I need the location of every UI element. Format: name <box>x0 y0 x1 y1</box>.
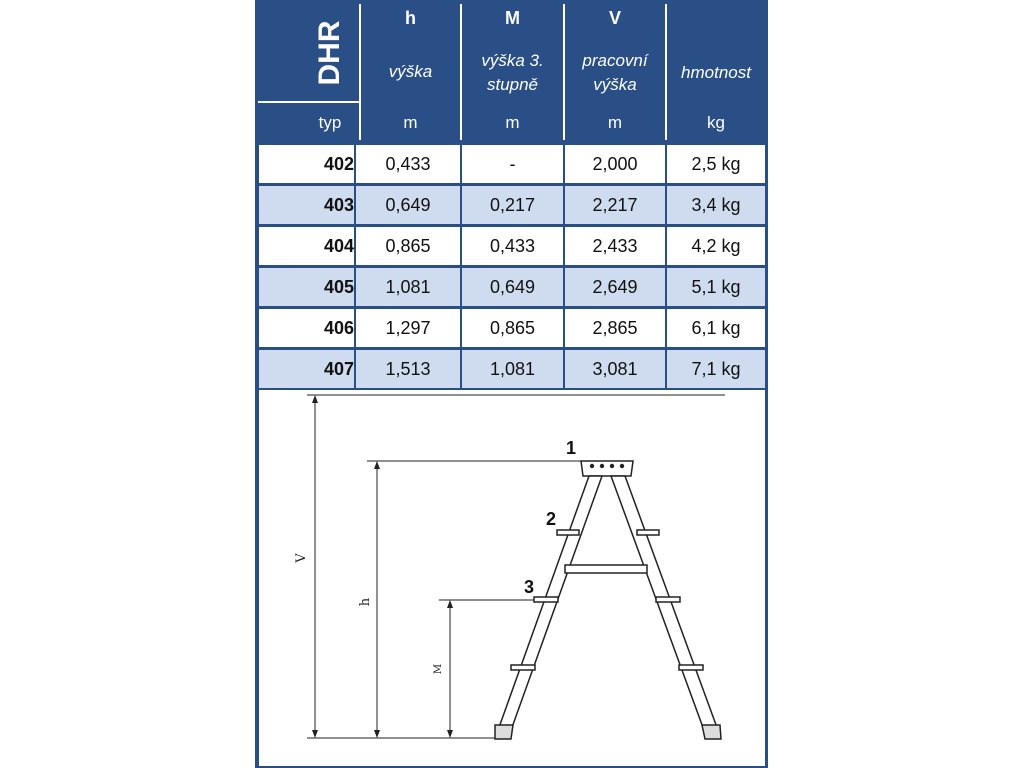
arrow-up <box>447 600 453 608</box>
ladder-step <box>534 597 558 602</box>
cell-typ: 403 <box>323 195 354 215</box>
cell-weight: 4,2 kg <box>691 236 741 256</box>
arrow-down <box>374 730 380 738</box>
ladder-step <box>511 665 535 670</box>
label-M-line1: výška 3. <box>481 51 544 70</box>
cell-V: 3,081 <box>592 359 638 379</box>
table-row <box>259 309 765 347</box>
cell-V: 2,433 <box>592 236 638 256</box>
arrow-up <box>374 461 380 469</box>
cell-weight: 5,1 kg <box>691 277 741 297</box>
ladder-foot <box>702 725 721 739</box>
unit-M: m <box>505 113 520 132</box>
cell-V: 2,217 <box>592 195 638 215</box>
ladder-drawing <box>259 390 765 766</box>
unit-h: m <box>403 113 418 132</box>
unit-typ: typ <box>318 113 342 132</box>
cell-typ: 402 <box>323 154 354 174</box>
ladder-step <box>557 530 579 535</box>
cell-typ: 406 <box>323 318 354 338</box>
cell-h: 0,649 <box>385 195 431 215</box>
ladder-step <box>637 530 659 535</box>
cell-typ: 404 <box>323 236 354 256</box>
cell-weight: 3,4 kg <box>691 195 741 215</box>
cell-h: 0,865 <box>385 236 431 256</box>
callout-3: 3 <box>524 577 535 597</box>
symbol-V: V <box>608 8 621 28</box>
cell-M: 1,081 <box>489 359 536 379</box>
cell-typ: 405 <box>323 277 354 297</box>
header-V <box>565 0 665 140</box>
cell-M: - <box>509 154 516 174</box>
table-row <box>259 186 765 224</box>
ladder-right-leg <box>611 476 719 733</box>
cell-h: 1,513 <box>385 359 431 379</box>
header-h <box>361 0 460 140</box>
header-M <box>462 0 563 140</box>
cell-V: 2,000 <box>592 154 638 174</box>
symbol-M: M <box>505 8 520 28</box>
table-title: DHR <box>313 20 346 86</box>
cell-M: 0,865 <box>489 318 536 338</box>
cell-M: 0,433 <box>489 236 536 256</box>
cell-weight: 2,5 kg <box>691 154 741 174</box>
arrow-down <box>447 730 453 738</box>
label-h: výška <box>388 62 433 81</box>
unit-V: m <box>607 113 623 132</box>
header-typ <box>300 0 360 140</box>
table-row <box>259 268 765 306</box>
ladder-foot <box>495 725 513 739</box>
label-M-line2: stupně <box>486 75 539 94</box>
table-row <box>259 145 765 183</box>
cell-V: 2,649 <box>592 277 638 297</box>
header-weight <box>667 0 765 140</box>
dim-label-h: h <box>358 597 373 607</box>
cell-M: 0,649 <box>489 277 536 297</box>
label-V-line2: výška <box>593 75 637 94</box>
unit-weight: kg <box>707 113 725 132</box>
cell-h: 1,081 <box>385 277 431 297</box>
symbol-h: h <box>405 8 416 28</box>
label-weight: hmotnost <box>681 63 751 82</box>
cell-V: 2,865 <box>592 318 638 338</box>
ladder-diagram <box>259 390 765 766</box>
ladder-cross-bar <box>565 565 647 573</box>
dim-label-M: M <box>433 663 444 675</box>
cell-h: 0,433 <box>385 154 431 174</box>
table-row <box>259 350 765 388</box>
arrow-down <box>312 730 318 738</box>
cell-M: 0,217 <box>489 195 536 215</box>
callout-2: 2 <box>546 509 557 529</box>
table-row <box>259 227 765 265</box>
ladder-step <box>679 665 703 670</box>
callout-1: 1 <box>566 438 577 458</box>
cell-weight: 6,1 kg <box>691 318 741 338</box>
ladder-top-cap <box>581 461 633 476</box>
label-V-line1: pracovní <box>582 51 648 70</box>
arrow-up <box>312 395 318 403</box>
dim-label-V: V <box>294 553 309 563</box>
cell-typ: 407 <box>323 359 354 379</box>
ladder-step <box>656 597 680 602</box>
cell-weight: 7,1 kg <box>691 359 741 379</box>
cell-h: 1,297 <box>385 318 431 338</box>
